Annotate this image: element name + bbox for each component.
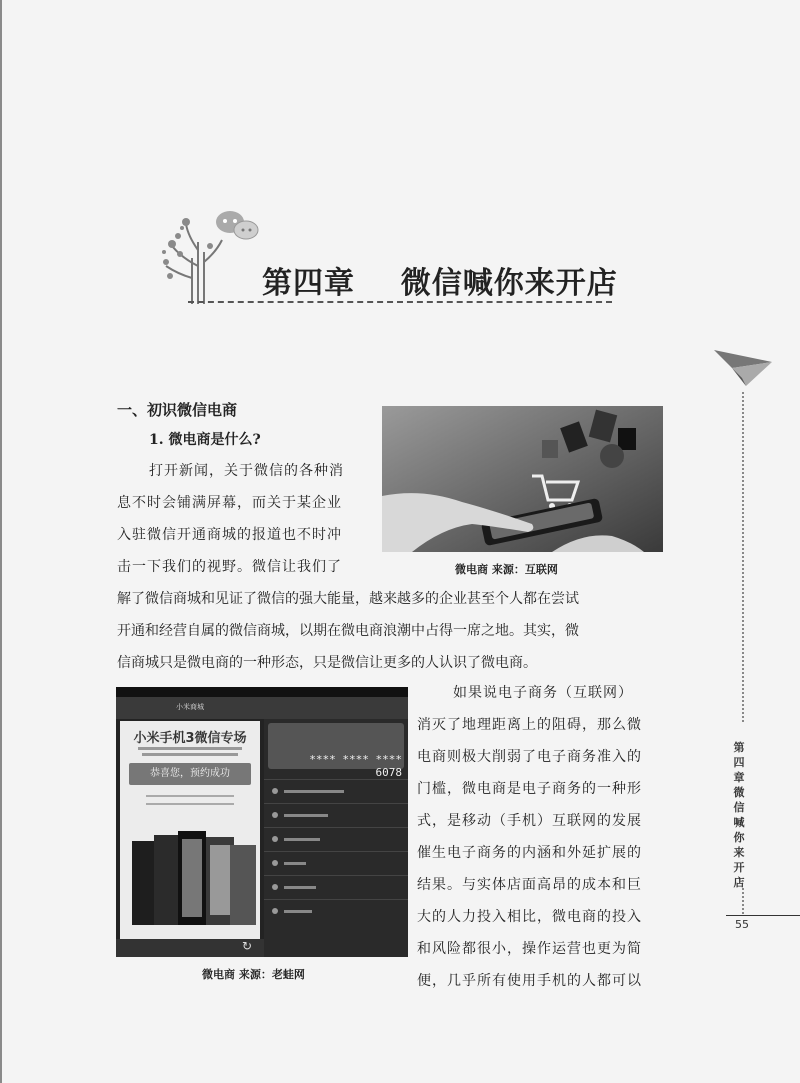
paragraph-1-line: 解了微信商城和见证了微信的强大能量，越来越多的企业甚至个人都在尝试 [117,591,579,607]
margin-dotted-line-top [742,392,744,722]
paragraph-1-line: 击一下我们的视野。微信让我们了 [117,559,342,575]
paragraph-2-line: 和风险都很小，操作运营也更为简 [417,941,642,957]
promo-subtext [142,753,238,756]
menu-row [264,827,408,850]
status-bar [264,687,408,697]
paragraph-2-line: 如果说电子商务（互联网） [453,685,633,701]
figure-1-caption: 微电商 来源：互联网 [455,563,558,576]
phone-screen-right [264,687,408,957]
paragraph-1-line: 入驻微信开通商城的报道也不时冲 [117,527,342,543]
paragraph-1-line: 信商城只是微电商的一种形态，只是微信让更多的人认识了微电商。 [117,655,537,671]
figure-wechat-store-screenshots [116,687,408,957]
side-chapter-label: 第四章 微信喊你来开店 [733,741,745,889]
figure-hand-phone-cart [382,406,663,552]
paragraph-2-line: 消灭了地理距离上的阻碍，那么微 [417,717,642,733]
paragraph-2-line: 门槛，微电商是电子商务的一种形 [417,781,642,797]
nav-bar [264,697,408,719]
menu-row [264,803,408,826]
refresh-icon: ↻ [242,939,253,953]
menu-dot [272,812,278,818]
screen-title: 小米商城 [176,703,204,711]
menu-dot [272,836,278,842]
promo-subtext [138,747,242,750]
menu-row [264,875,408,898]
promo-title: 小米手机3微信专场 [133,731,247,746]
phone-screen-left [116,687,264,957]
page-number: 55 [735,918,749,931]
chapter-title: 第四章 微信喊你来开店 [262,266,618,301]
page-binding-edge [0,0,2,1083]
paragraph-2-line: 电商则极大削弱了电子商务准入的 [417,749,642,765]
menu-dot [272,788,278,794]
menu-row [264,779,408,802]
figure-2-caption: 微电商 来源：老蛙网 [202,968,305,981]
subheading: 1. 微电商是什么? [149,432,261,448]
menu-text [284,814,328,817]
paragraph-1-line: 打开新闻，关于微信的各种消 [149,463,344,479]
paragraph-2-line: 催生电子商务的内涵和外延扩展的 [417,845,642,861]
reservation-button: 恭喜您，预约成功 [129,763,251,785]
menu-dot [272,860,278,866]
title-dashed-rule [188,301,612,303]
paragraph-2-line: 便，几乎所有使用手机的人都可以 [417,973,642,989]
paragraph-1-line: 息不时会铺满屏幕，而关于某企业 [117,495,342,511]
card-number: **** **** **** 6078 [309,753,402,779]
tree-chat-bubble-illustration [158,206,270,306]
menu-dot [272,884,278,890]
promo-text-line [146,795,234,797]
page-number-rule [726,915,800,916]
handsets-image [128,831,258,925]
paper-plane-icon [712,340,774,388]
margin-dotted-line-bottom [742,888,744,914]
paragraph-1-line: 开通和经营自属的微信商城，以期在微电商浪潮中占得一席之地。其实，微 [117,623,579,639]
menu-text [284,862,306,865]
menu-text [284,838,320,841]
promo-text-line [146,803,234,805]
paragraph-2-line: 结果。与实体店面高昂的成本和巨 [417,877,642,893]
menu-dot [272,908,278,914]
menu-text [284,790,344,793]
paragraph-2-line: 式，是移动（手机）互联网的发展 [417,813,642,829]
section-heading: 一、初识微信电商 [117,401,238,419]
menu-text [284,910,312,913]
menu-text [284,886,316,889]
menu-row [264,851,408,874]
menu-row [264,899,408,922]
paragraph-2-line: 大的人力投入相比，微电商的投入 [417,909,642,925]
status-bar [116,687,264,697]
